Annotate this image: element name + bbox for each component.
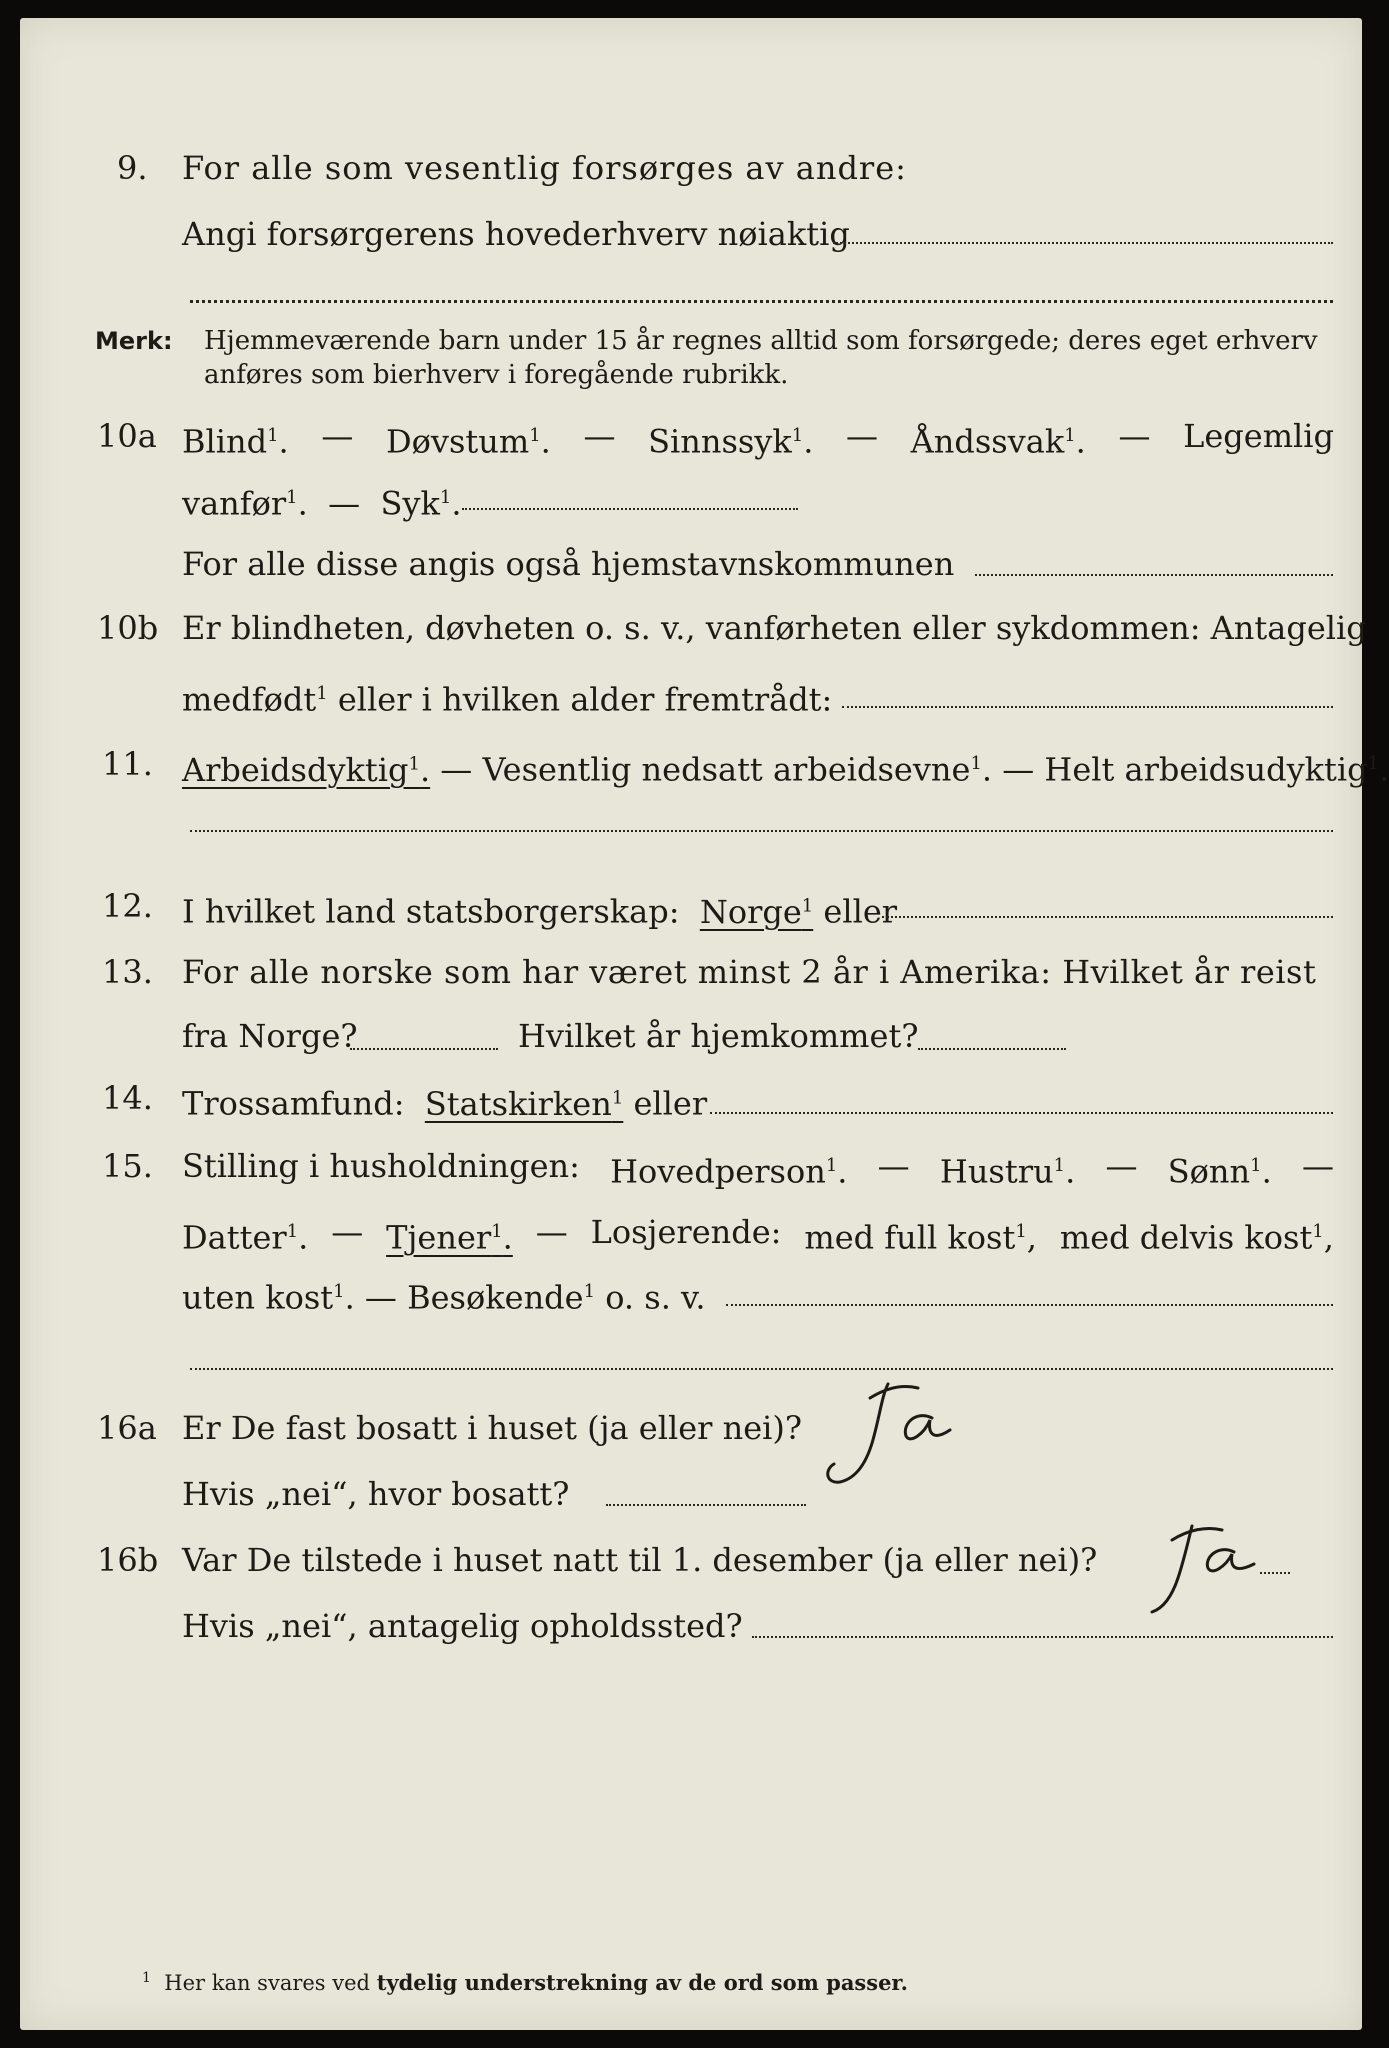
- dash: —: [321, 417, 354, 455]
- q12-answer-line: [882, 916, 1333, 918]
- dash: —: [583, 417, 616, 455]
- census-form-page: [20, 18, 1389, 2030]
- footnote-mark: 1: [142, 1970, 151, 1986]
- opt-hustru: Hustru$^1$.: [939, 1152, 1076, 1191]
- q10a-kommune-line: [975, 574, 1333, 576]
- q15-tjener-underlined: Tjener$^1$.: [386, 1218, 513, 1257]
- q9-line2: Angi forsørgerens hovederhverv nøiaktig: [182, 215, 850, 253]
- q10b-line2: medfødt$^1$ eller i hvilken alder fremtrådt:: [182, 680, 833, 719]
- opt-legemlig: Legemlig: [1183, 417, 1334, 455]
- q10a-answer-line: [462, 508, 798, 510]
- opt-full-kost: med full kost$^1$,: [804, 1218, 1037, 1257]
- q15-answer-line-2: [190, 1368, 1333, 1370]
- q14-answer-line: [710, 1112, 1333, 1114]
- q13-reist-line: [350, 1048, 498, 1050]
- q15-number: 15.: [102, 1147, 153, 1185]
- q16b-line1: Var De tilstede i huset natt til 1. desember (ja eller nei)?: [182, 1541, 1098, 1579]
- dash: —: [1118, 417, 1151, 455]
- footnote-pre: Her kan svares ved: [164, 1971, 370, 1995]
- q10a-number: 10a: [97, 417, 157, 455]
- q14-number: 14.: [102, 1079, 153, 1117]
- q16b-answer-line: [1260, 1572, 1290, 1574]
- opt-delvis-kost: med delvis kost$^1$,: [1059, 1218, 1334, 1257]
- q16a-answer-text: Ja: [810, 1370, 811, 1371]
- q15-line2: Datter$^1$. — Tjener$^1$. — Losjerende: med full kost$^1$, med delvis kost$^1$,: [182, 1213, 1334, 1257]
- q12-line: I hvilket land statsborgerskap: Norge$^1$ eller: [182, 892, 898, 931]
- q10a-line1: [182, 416, 1334, 462]
- opt-hovedperson: Hovedperson$^1$.: [610, 1152, 848, 1191]
- q13-line2a: fra Norge?: [182, 1017, 358, 1055]
- q15-answer-line: [726, 1304, 1333, 1306]
- merk-label: Merk:: [95, 327, 173, 355]
- q16a-line2: Hvis „nei“, hvor bosatt?: [182, 1475, 570, 1513]
- q10b-number: 10b: [97, 609, 159, 647]
- merk-line2: anføres som bierhverv i foregående rubrikk.: [204, 360, 789, 390]
- q12-number: 12.: [102, 887, 153, 925]
- q9-number: 9.: [117, 149, 148, 187]
- q11-arbeidsdyktig-underlined: Arbeidsdyktig$^1$.: [182, 750, 431, 789]
- q12-norge-underlined: Norge$^1$: [699, 892, 814, 931]
- q10b-line1: Er blindheten, døvheten o. s. v., vanførheten eller sykdommen: Antagelig: [182, 609, 1367, 647]
- q16b-handwritten-ja: [1130, 1514, 1290, 1624]
- opt-sonn: Sønn$^1$.: [1167, 1152, 1272, 1191]
- opt-sinnssyk: Sinnssyk$^1$.: [648, 422, 814, 461]
- q10a-line3: For alle disse angis også hjemstavnskommunen: [182, 545, 955, 583]
- opt-dovstum: Døvstum$^1$.: [385, 422, 551, 461]
- q13-number: 13.: [102, 953, 153, 991]
- dash: —: [846, 417, 878, 455]
- merk-line1: Hjemmeværende barn under 15 år regnes alltid som forsørgede; deres eget erhverv: [204, 326, 1318, 356]
- q13-hjemkommet-line: [918, 1048, 1066, 1050]
- opt-andssvak: Åndssvak$^1$.: [910, 422, 1086, 461]
- q11-number: 11.: [102, 745, 153, 783]
- q9-line1: For alle som vesentlig forsørges av andre:: [182, 149, 907, 187]
- q11-answer-line: [190, 830, 1333, 832]
- q9-answer-line-2: [190, 300, 1333, 303]
- footnote-bold: tydelig understrekning av de ord som passer.: [376, 1970, 908, 1995]
- q14-line: Trossamfund: Statskirken$^1$ eller: [182, 1084, 708, 1123]
- q14-statskirken-underlined: Statskirken$^1$: [424, 1084, 624, 1123]
- q15-line1: Stilling i husholdningen: Hovedperson$^1$. — Hustru$^1$. — Sønn$^1$. —: [182, 1147, 1334, 1191]
- q13-line1: For alle norske som har været minst 2 år i Amerika: Hvilket år reist: [182, 953, 1317, 991]
- q15-line3: uten kost$^1$. — Besøkende$^1$ o. s. v.: [182, 1278, 706, 1317]
- opt-blind: Blind$^1$.: [182, 422, 289, 461]
- footnote: [142, 1964, 908, 1997]
- q16a-bosatt-line: [606, 1504, 806, 1506]
- q10a-line2: vanfør$^1$. — Syk$^1$.: [182, 484, 462, 523]
- q16a-handwritten-ja: [810, 1370, 990, 1500]
- q13-line2b: Hvilket år hjemkommet?: [518, 1017, 919, 1055]
- q9-answer-line: [833, 242, 1333, 244]
- q16b-opholdssted-line: [752, 1636, 1333, 1638]
- opt-datter: Datter$^1$.: [182, 1218, 309, 1257]
- q16b-answer-text: Ja: [1130, 1514, 1131, 1515]
- q16b-line2: Hvis „nei“, antagelig opholdssted?: [182, 1607, 743, 1645]
- q16a-line1: Er De fast bosatt i huset (ja eller nei)?: [182, 1409, 803, 1447]
- q16b-number: 16b: [97, 1541, 159, 1579]
- q10b-answer-line: [842, 706, 1333, 708]
- q11-line: Arbeidsdyktig$^1$. — Vesentlig nedsatt arbeidsevne$^1$. — Helt arbeidsudyktig$^1$.: [182, 750, 1389, 789]
- q16a-number: 16a: [97, 1409, 157, 1447]
